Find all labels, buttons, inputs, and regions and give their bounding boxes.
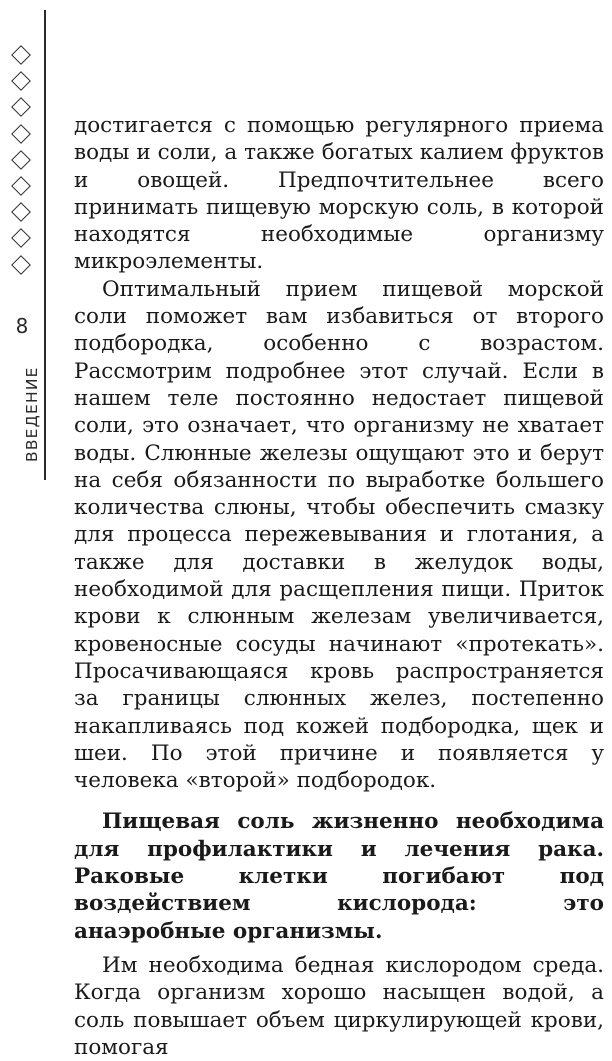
diamond-icon bbox=[11, 202, 31, 222]
page-margin bbox=[0, 0, 50, 932]
page-number: 8 bbox=[15, 314, 29, 338]
bold-paragraph: Пищевая соль жизненно необходима для профилактики и лечения рака. Раковые клетки погибают под воздействием кислорода: это анаэробные организмы. bbox=[74, 809, 604, 944]
diamond-icon bbox=[11, 45, 31, 65]
diamond-icon bbox=[11, 71, 31, 91]
margin-divider bbox=[44, 10, 46, 480]
diamond-ornament-column bbox=[8, 48, 36, 284]
diamond-icon bbox=[11, 124, 31, 144]
diamond-icon bbox=[11, 228, 31, 248]
diamond-icon bbox=[11, 150, 31, 170]
paragraph: Оптимальный прием пищевой морской соли поможет вам избавиться от второго подбородка, особенно с возрастом. Рассмотрим подробнее этот случай. Если в нашем теле постоянно недостает пищевой соли, это означает, что организму не хватает воды. Слюнные железы ощущают это и берут на себя обязанности по выработке большего количества слюны, чтобы обеспечить смазку для процесса пережевывания и глотания, а также для доставки в желудок воды, необходимой для расщепления пищи. Приток крови к слюнным железам увеличивается, кровеносные сосуды начинают «протекать». Просачивающаяся кровь распространяется за границы слюнных желез, постепенно накапливаясь под кожей подбородка, щек и шеи. По этой причине и появляется у человека «второй» подбородок. bbox=[74, 276, 604, 794]
diamond-icon bbox=[11, 176, 31, 196]
paragraph-continuation: достигается с помощью регулярного приема воды и соли, а также богатых калием фруктов и овощей. Предпочтительнее всего принимать пищевую морскую соль, в которой находятся необходимые организму микроэлементы. bbox=[74, 113, 604, 275]
section-title: ВВЕДЕНИЕ bbox=[23, 366, 41, 462]
diamond-icon bbox=[11, 255, 31, 275]
body-text bbox=[74, 112, 604, 1061]
diamond-icon bbox=[11, 97, 31, 117]
paragraph: Им необходима бедная кислородом среда. Когда организм хорошо насыщен водой, а соль повышает объем циркулирующей крови, помогая bbox=[74, 952, 604, 1060]
